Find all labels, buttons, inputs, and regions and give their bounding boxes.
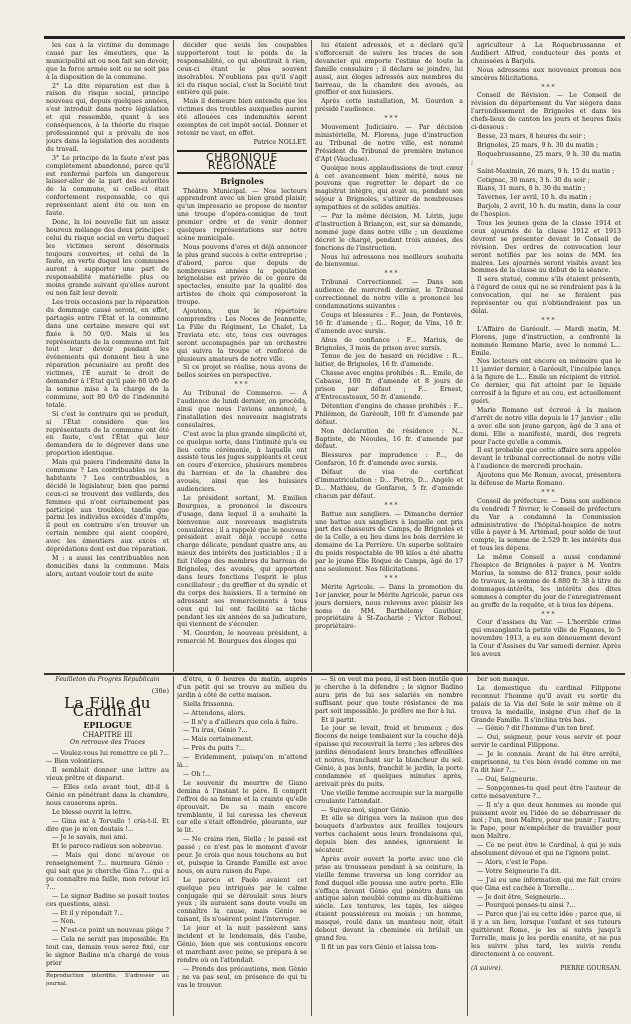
feuilleton-paragraph: Une vieille femme accroupie sur la margelle croulante l'attendait. [315, 789, 463, 805]
feuilleton-paragraph: — Alors, c'est le Pape. [477, 858, 548, 866]
chapter-heading: CHAPITRE III [82, 730, 133, 739]
feuilleton-paragraph: Le paroco et Paolo avaient cet quelque peu intrigués par le calme conjugale qui se déroulait sous leurs yeux ; ils auraient sans doute voulu en connaître la cause, mais Génio se taisant, ils n'osèrent point l'interroger. [177, 876, 307, 924]
feuilleton-paragraph: — Il n'y a d'ailleurs que cela à faire. [183, 718, 298, 726]
paragraph: Mais qui paiera l'indemnité dans la commune ? Les contribuables ou les habitants ? Les contribuables, a décidé le législateur, bien que parmi ceux-ci se trouvent des veillards, des femmes qui n'ont certainement pas participé aux troubles, tandis que parmi les individus excédés d'impôts, il peut en contraire s'en trouver un certain nombre qui aient coopéré, avec les émeutiers aux excès et déprédations dont est due réparation. [46, 459, 169, 554]
paragraph: Nos lecteurs ont encore en mémoire que le 11 janvier dernier, à Garéoult, l'inculpée lança à la figure de L... Emile un récipient de vitriol. Ce dernier, qui fut atteint par le liquide corrosif à la figure et au cou, est actuellement guéri. [471, 358, 621, 405]
section-separator: *** [384, 574, 400, 582]
section-separator: *** [384, 270, 400, 278]
section-separator: *** [541, 488, 557, 496]
section-separator: *** [384, 501, 400, 509]
paragraph: C'est avec la plus grande simplicité et, ce quelque sorte, dans l'intimité qu'a eu lieu cette cérémonie, à laquelle ont assisté tous les juges suppléants et ceux en cours d'exercice, plusieurs membres du barreau et de la chambre des avoués, ainsi que les huissiers audienciers. [177, 430, 307, 494]
feuilleton-paragraph: — Près du puits ?... [183, 745, 245, 753]
feuilleton-separator [44, 673, 625, 675]
paragraph: Non déclaration de résidence : N... Baptiste, de Néoules, 16 fr. d'amende par défaut. [315, 427, 463, 451]
feuilleton-signature [471, 965, 621, 973]
paragraph: agriculteur à La Roquebrussanne et Audibert Alfred, conducteur des ponts et chaussées à Barjols. [471, 42, 621, 65]
feuilleton-paragraph: — Je doit être, Seigneurie... [477, 893, 566, 901]
feuilleton-paragraph: — Je le savais, moi ami. [52, 834, 128, 842]
feuilleton-paragraph: d'être, à 6 heures du matin, auprès d'un petit qui se trouve au milieu du jardin à côté de cette maison. [177, 676, 307, 699]
paragraph: Nous adressons aux nouveaux promus nos sincères félicitations. [471, 66, 621, 82]
feuilleton-paragraph: Il fit un pas vers Génio et laissa tom- [321, 943, 439, 951]
reproduction-notice: Reproduction interdite. S'adresser au journal. [46, 972, 169, 987]
feuilleton-paragraph: — Tu iras, Génio ?... [183, 727, 248, 735]
paragraph: Les trois occasions par la réparation du dommage causé seront, en effet, partagés entre l'État et la commune dans une certaine mesure qui est fixée à 50 0/0. Mais si les représentants de la commune ont fait tout leur devoir pendant les événements qui donnent lieu à une réparation pécuniaire au profit des victimes, l'É aurait le droit de demander à l'État qu'il paie 60 0/0 de la somme mise à la charge de la commune, soit 80 0/0 de l'indemnité totale. [46, 299, 169, 409]
feuilleton-paragraph: Il semblait donner une lettre au vieux prêtre et disparut. [46, 767, 169, 783]
paragraph: Détention d'engins de chasse prohibés : F... Philémon, de Garéoult, 100 fr. d'amende par défaut. [315, 402, 463, 426]
paragraph: Le président sortant, M. Emilien Bourgues, a prononcé le discours d'usage, dans lequel il a souhaité la bienvenue aux nouveaux magistrats consulaires ; il a rappelé que le nouveau président avait déjà occupé cette charge délicate, pendant quatre ans, au mieux des intérêts des justiciables ; il a fait l'éloge des membres du barreau de Brignoles, des avoués, qui apportent dans leurs fonctions l'esprit le plus conciliateur ; du greffier et du syndic et du corps des huissiers. Il a terminé en adressant ses remerciements à tous ceux qui lui ont facilité sa tâche pendant les six années de sa judicature, qui viennent de s'écouler. [177, 494, 307, 629]
author-name: PIERRE GOURSAN. [560, 964, 621, 972]
feuilleton-paragraph: — Gina est à Torvallo ! cria-t-il. Et dire que je m'en doutais !... [46, 817, 169, 833]
paragraph: Tribunal Correctionnel. — Dans son audience de mercredi dernier, le Tribunal correctionnel de notre ville a prononcé les condamnations suivantes : [315, 279, 463, 310]
feuilleton-paragraph: — Ne crains rien, Siella ; le passé est passé ; ce n'est pas le moment d'avoir peur. Je crois que nous touchons au but et, puisque la Grande Famille est avec nous, on aura raison du Pape. [177, 836, 307, 875]
feuilleton-paragraph: — Mais qui donc m'avoue ce renseignement ?... murmura Génio : qui sait que je cherche Gina ?... qui a pu connaître ma faille, mon retour ici ?... [46, 852, 169, 891]
section-separator: *** [541, 610, 557, 618]
feuilleton-paragraph: — Oui, seigneur, pour vous servir et pour servir le cardinal Filippone. [471, 734, 621, 750]
paragraph: Mais il demeure bien entendu que les victimes des troubles auxquelles auront été allouées ces indemnités seront exemptes de cet impôt social. Donner et retenir ne vaut, en effet. [177, 98, 307, 137]
paragraph: Si c'est le contraire qui se produit, si l'État considère que les représentants de la commune ont été en faute, c'est l'État qui leur demandera de le dégrever dans une proportion identique. [46, 410, 169, 458]
paragraph: Après cette installation, M. Gourdon a présidé l'audience. [315, 98, 463, 114]
feuilleton-paragraph: — Le signor Badino se posait toutes ces questions, ainsi. [46, 892, 169, 908]
feuilleton-paragraph: — Je le connais. Avant de lui être arrêté, emprisonné, tu t'es bien évadé comme on me l'a dit hier ?... [471, 751, 621, 774]
paragraph: Tenue de jeu de hasard en récidive : R... laitier, de Brignoles, 16 fr. d'amende. [315, 353, 463, 369]
paragraph: Blessures par imprudence : P..., de Gonfaron, 16 fr. d'amende avec sursis. [315, 452, 463, 468]
section-separator: *** [384, 115, 400, 123]
feuilleton-paragraph: Le souvenir du meurtre de Giano demina à l'instant le père. Il comprit l'effroi de sa femme et la crainte qu'elle éprouvait. De sa main encore tremblante, il lui caressa les cheveux car elle s'était effondrée, pleurante, sur le lit. [177, 779, 307, 835]
column-divider [311, 40, 312, 672]
paragraph: Au Tribunal de Commerce. — A l'audience de lundi dernier, on procéda, ainsi que nous l'avions annoncé, à l'installation des nouveaux magistrats consulaires. [177, 390, 307, 429]
feuilleton-paragraph: — Prends des précautions, mon Génio ; ne va pas seul, en présence de qui tu vas le trouver. [177, 965, 307, 989]
paragraph: Besse, 23 mars, 8 heures du soir ; [477, 132, 586, 140]
paragraph: L'Affaire de Garéoult. — Mardi matin, M. Florens, juge d'instruction, a confronté la nommée Romano Marie, avec le nommé L... Emile. [471, 325, 621, 357]
column-divider [467, 40, 468, 672]
paragraph: Nous pouvons d'ores et déjà annoncer le plus grand succès à cette entreprise ; d'abord, parce que depuis de nombreuses années la population brignolaise est privée de ce genre de spectacles, ensuite par la qualité des artistes de choix qui composeront la troupe. [177, 243, 307, 307]
feuilleton-paragraph: Siella frissonna. [183, 700, 235, 708]
paragraph: Le même Conseil a aussi condamné l'hospice de Brignoles à payer à M. Ventre Marius, la somme de 812 francs, pour solde de travaux, la somme de 4.880 fr. 38 à titre de dommages-intérêts, les intérêts des dites sommes à compter du jour de l'enregistrement au greffe de la requête, et à tous les dépens. [471, 554, 621, 609]
feuilleton-paragraph: Et elle se dirigea vers la maison que des bouquets d'arbustes aux feuilles toujours vertes cachaient sous leurs frondaisons qui, depuis bien des années, ignoraient le sécateur. [315, 815, 463, 855]
feuilleton-paragraph: — Oh !... [183, 770, 212, 778]
paragraph: Quoique nous applaudissions de tout cœur à cet avancement bien mérité, nous ne pouvons que regretter le départ de ce magistrat intègre, qui avait su, pendant son séjour à Brignoles, s'attirer de nombreuses sympathies et de solides amitiés. [315, 164, 463, 212]
feuilleton-paragraph: — Sonpçonnes-tu quel peut être l'auteur de cette mésaventure ?... [471, 784, 621, 800]
feuilleton-paragraph: — Mais certainement. [183, 736, 254, 744]
feuilleton-paragraph: — Ce ne peut être le Cardinal, à qui je suis absolument dévoué et qui ne l'ignore point. [471, 842, 621, 858]
paragraph: Théâtre Municipal. — Nos lecteurs apprendront avec un bien grand plaisir, qu'un impresario se propose de monter une troupe d'opéra-comique de tout premier ordre et de venir donner quelques représentations sur notre scène municipale. [177, 187, 307, 242]
article-column-2: décider que seuls les coupables supporteront tout le poids de la responsabilité, ce qui aboutirait à rien, ceux-ci étant le plus souvent insolvables. N'oublions pas qu'il s'agit ici du risque social, c'est la Société tout entière qui paie. Mais il demeure bien entendu que les victimes des troubles auxquelles auront été allouées ces indemnités seront exemptes de cet impôt social. Donner et retenir ne vaut, en effet. Patrice NOLLET. CHRONIQUE RÉGIONALE Brignoles Théâtre Municipal. — Nos lecteurs apprendront avec un bien grand plaisir, qu'un impresario se propose de monter une troupe d'opéra-comique de tout premier ordre et de venir donner quelques représentations sur notre scène municipale. Nous pouvons d'ores et déjà annoncer le plus grand succès à cette entreprise ; d'abord, parce que depuis de nombreuses années la population brignolaise est privée de ce genre de spectacles, ensuite par la qualité des artistes de choix qui composeront la troupe. Ajoutons, que le répertoire comprendra : Les Noces de Jeannette, La Fille du Régiment, Le Chalet, La Traviata etc. etc, tous ces ouvrages seront accompagnés par un orchestre qui suivra la troupe et renforcé de plusieurs amateurs de notre ville. Si ce projet se réalise, nous avons de belles soirées en perspective. *** Au Tribunal de Commerce. — A l'audience de lundi dernier, on procéda, ainsi que nous l'avions annoncé, à l'installation des nouveaux magistrats consulaires. C'est avec la plus grande simplicité et, ce quelque sorte, dans l'intimité qu'a eu lieu cette cérémonie, à laquelle ont assisté tous les juges suppléants et ceux en cours d'exercice, plusieurs membres du barreau et de la chambre des avoués, ainsi que les huissiers audienciers. Le président sortant, M. Emilien Bourgues, a prononcé le discours d'usage, dans lequel il a souhaité la bienvenue aux nouveaux magistrats consulaires ; il a rappelé que le nouveau président avait déjà occupé cette charge délicate, pendant quatre ans, au mieux des intérêts des justiciables ; il a fait l'éloge des membres du barreau de Brignoles, des avoués, qui apportent dans leurs fonctions l'esprit le plus conciliateur ; du greffier et du syndic et du corps des huissiers. Il a terminé en adressant ses remerciements à tous ceux qui lui ont facilité sa tâche pendant les six années de sa judicature, qui viennent de s'écouler. M. Gourdon, le nouveau président, a remercié M. Bourgues des éloges qui [177, 42, 307, 646]
paragraph: décider que seuls les coupables supporteront tout le poids de la responsabilité, ce qui aboutirait à rien, ceux-ci étant le plus souvent insolvables. N'oublions pas qu'il s'agit ici du risque social, c'est la Société tout entière qui paie. [177, 42, 307, 97]
feuilleton-paragraph: — Il n'y a que deux hommes au monde qui puissent avoir eu l'idée de se débarrasser de moi ; l'un, mon Maître, pour me punir ; l'autre, le Pape, pour m'empêcher de travailler pour mon Maître. [471, 801, 621, 841]
column-divider [467, 676, 468, 1016]
paragraph: 2° La dite réparation est due à raison du risque social, principe nouveau qui, depuis quelques années, s'est introduit dans notre législation et qui ressemble, quant à ses conséquences, à la théorie du risque professionnel qui a prévalu de nos jours dans la législation des accidents du travail. [46, 82, 169, 153]
paragraph: Abus de confiance : F... Marius, de Brignoles, 3 mois de prison avec sursis. [315, 336, 463, 352]
paragraph: Brignoles, 25 mars, 9 h. 30 du matin ; [477, 141, 599, 149]
paragraph: Donc, la loi nouvelle fait un assez heureux mélange des deux principes : celui du risque social en vertu duquel les victimes seront désormais toujours couvertes, et celui de la faute, en vertu duquel les communes auront à supporter une part de responsabilité matérielle plus ou moins grande suivant qu'elles auront ou non fait leur devoir. [46, 218, 169, 298]
article-column-3 [315, 42, 463, 670]
paragraph: Chasse avec engins prohibés : R... Emile, de Cabasse, 100 fr. d'amende et 8 jours de prison par défaut ; F... Ernest, d'Entrecasteaux, 50 fr. d'amende. [315, 370, 463, 401]
paragraph: Il est probable que cette affaire sera appelée devant le tribunal correctionnel de notre ville à l'audience de mercredi prochain. [471, 447, 621, 471]
feuilleton-column-3 [315, 676, 463, 1020]
feuilleton-paragraph: Et le paroco radieux son sobrevue. [52, 843, 164, 851]
feuilleton-paragraph: Et il partit. [321, 716, 357, 724]
feuilleton-paragraph: — Cela ne serait pas impossible. En tout cas, demain vous serez fixé, car le signor Badino m'a chargé de vous prier [46, 936, 169, 967]
feuilleton-paragraph: — Si on veut ma peau, il est bien inutile que je cherche à la défendre ; le signor Badino aura pris de lui ses salariés en nombre suffisant pour que toute résistance de ma part soit impossible. Je préfère me fier à lui. [315, 676, 463, 715]
feuilleton-paragraph: ber son masque. [477, 676, 530, 683]
paragraph: les cas à la victime du dommage causé par les émeutiers, que la municipalité ait ou non fait son devoir, que la force armée soit ou ne soit pas à la disposition de la commune. [46, 42, 169, 81]
paragraph: Ajoutons, que le répertoire comprendra : Les Noces de Jeannette, La Fille du Régiment, Le Chalet, La Traviata etc. etc, tous ces ouvrages seront accompagnés par un orchestre qui suivra la troupe et renforcé de plusieurs amateurs de notre ville. [177, 308, 307, 363]
feuilleton-paragraph: — Parce que j'ai eu cette idée ; parce que, si il y a un lieu, lorsque l'enfant et ses tuteurs quittèrent Rome, je les ai suivis jusqu'à Torrelle, mais je les perdis ensuite, et ne pus les suivre plus tard, les suivis rendu directement à ce couvent. [471, 911, 621, 958]
feuilleton-paragraph: — Suivez-moi, signor Génio. [321, 806, 411, 814]
paragraph: Tavernes, 1er avril, 10 h. du matin ; [477, 194, 592, 202]
paragraph: Tous les jeunes gens de la classe 1914 et ceux ajournés de la classe 1912 et 1913 devront se présenter devant le Conseil de révision. Des ordres de convocation leur seront notifiés par les soins de MM. les maires. Les ajournés seront visités avant les hommes de la classe au début de la séance. [471, 220, 621, 275]
feuilleton-column-1 [46, 676, 169, 1020]
section-separator: *** [541, 83, 557, 91]
feuilleton-paragraph: Le jour se levait, froid et brumeux ; des flocons de neige tombaient sur la couche déjà épaisse qui recouvrait la terre ; les arbres des jardins dénudaient leurs branches effeuillées et noires, tranchant sur la blancheur du sol. Génio, à pas lents, franchit le jardin, la porte condamnée et quelques minutes après, arrivait près du puits. [315, 725, 463, 788]
column-divider [311, 676, 312, 1016]
feuilleton-header: Feuilleton du Progrès Républicain [55, 676, 160, 683]
top-rule [44, 36, 625, 39]
paragraph: M : a aussi les contribuables non domiciliés dans la commune. Mais alors, autant vouloir tout de suite [46, 555, 169, 578]
paragraph: Cotignac, 30 mars, 3 h. 30 du soir ; [477, 176, 590, 184]
feuilleton-paragraph: Après avoir ouvert la porte avec une clé prise au trousseau pendant à sa ceinture, la vieille femme traversa un long corridor au fond duquel elle poussa une autre porte. Elle s'effaça devant Génio qui pénétra dans un antique salon meublé comme au dix-huitième siècle. Les tentures, les tapis, les sièges étaient poussiéreux ou moisis ; un homme, masqué, roulé dans un manteau noir, était debout devant la cheminée où brûlait un grand feu. [315, 855, 463, 942]
paragraph: Si ce projet se réalise, nous avons de belles soirées en perspective. [177, 364, 307, 380]
paragraph: Mouvement Judiciaire. — Par décision ministérielle, M. Florens, juge d'instruction au Tribunal de notre ville, est nommé Président du Tribunal de première instance d'Apt (Vaucluse). [315, 124, 463, 163]
feuilleton-column-2 [177, 676, 307, 1020]
feuilleton-paragraph: — Elles cela avant tout, dit-il à Génio en pénétrant dans la chambre, nous causerons après. [46, 783, 169, 807]
chapter-subtitle: On retrouve des Traces [69, 739, 146, 747]
paragraph: Nous lui adressons nos meilleurs souhaits de bienvenue. [315, 253, 463, 269]
paragraph: Coups et blessures : F... Jean, de Pontevès, 16 fr. d'amende ; G... Roger, de Vins, 16 fr. d'amende avec sursis. [315, 311, 463, 335]
feuilleton-paragraph: — Génio ? dit l'homme d'un ton bref. [477, 725, 595, 733]
column-divider [173, 676, 174, 1016]
paragraph: Rians, 31 mars, 8 h. 30 du matin ; [477, 185, 586, 193]
feuilleton-paragraph: Le blessé ouvrit la lettre. [52, 808, 133, 816]
paragraph: Roquebrussanne, 25 mars, 9 h. 30 du matin ; [471, 150, 621, 166]
feuilleton-paragraph: — N'est-ce point un nouveau piège ? [52, 927, 169, 935]
paragraph: Marie Romano est écroué à la maison d'arrêt de notre ville depuis le 17 janvier ; elle a avec elle son jeune garçon, âgé de 3 ans et demi. Elle a manifesté, mardi, des regrets pour l'acte qu'elle a commis. [471, 406, 621, 446]
paragraph: M. Gourdon, le nouveau président, a remercié M. Bourgues des éloges qui [177, 630, 307, 646]
paragraph: Il sera statué, comme s'ils étaient présents, à l'égard de ceux qui ne se rendraient pas à la convocation, qui ne se feraient pas représenter ou qui n'obtiendraient pas un délai. [471, 276, 621, 315]
paragraph: lui étaient adressés, et a déclaré qu'il s'efforcerait de suivre les traces de son devancier qui emporte l'estime de toute la famille consulaire ; il déclare se joindre, lui aussi, aux éloges adressés aux membres du barreau, de la chambre des avoués, au greffier et aux huissiers. [315, 42, 463, 97]
paragraph: Saint-Maximin, 26 mars, 9 h. 15 du matin ; [477, 167, 615, 175]
feuilleton-paragraph: — Votre Seigneurie l'a dit. [477, 867, 562, 875]
epilogue-heading: EPILOGUE [83, 719, 132, 730]
section-brignoles: Brignoles [220, 175, 264, 186]
author-signature: Patrice NOLLET. [253, 138, 307, 146]
feuilleton-paragraph: — Et il y répondait ?... [52, 909, 124, 917]
paragraph: Conseil de préfecture. — Dans son audience du vendredi 7 février, le Conseil de préfecture du Var a condamné la Commission administrative de l'hôpital-hospice de notre ville à payer à M. Artémad, pour solde de tout compte, la somme de 2.529 fr. les intérêts dus et tous les dépens. [471, 497, 621, 553]
feuilleton-paragraph: — Attendons, alors. [183, 709, 246, 717]
feuilleton-paragraph: Le jour et la nuit passèrent sans incident et le lendemain, dès l'aube, Génio, bien que ses contusions encore et marchant avec peine, se prépara à se rendre où on l'attendait. [177, 925, 307, 964]
feuilleton-paragraph: — Pourquoi penses-tu ainsi ?... [477, 902, 576, 910]
feuilleton-paragraph: — J'ai eu une information qui me fait croire que Gina est cachée à Torrelle... [471, 876, 621, 892]
paragraph: Ajoutons que Me Roman, avocat, présentera la défense de Marie Romano. [471, 472, 621, 488]
paragraph: Défaut de visa de certificat d'immatriculation : D... Pietro, D... Angelo et D... Mathieu, de Gonfaron, 5 fr. d'amende chacun par défaut. [315, 469, 463, 500]
feuilleton-column-4 [471, 676, 621, 1020]
paragraph: 3° Le principe de la faute n'est pas complètement abandonné, parce qu'il est renfermé parfois un dangereux laisser-aller de la part des autorités de la commune, si celle-ci était confortement responsable, ce qui représentant aient été ou non en faute. [46, 154, 169, 218]
paragraph: Conseil de Révision. — Le Conseil de révision du département du Var siégera dans l'arrondissement de Brignoles et dans les chefs-lieux de canton les jours et heures fixés ci-dessous : [471, 92, 621, 132]
feuilleton-paragraph: — Non. [52, 918, 76, 926]
feuilleton-paragraph: — Voulez-vous lui remettre ce pli ?... — Bien volontiers. [46, 750, 169, 766]
feuilleton-number: (30e) [151, 686, 169, 695]
paragraph: — Par la même décision, M. Lérin, juge d'instruction à Briançon, est, sur sa demande, nommé juge dans notre ville ; un deuxième décret le chargé, pendant trois années, des fonctions de l'instruction. [315, 213, 463, 252]
article-column-4 [471, 42, 621, 670]
paragraph: Mérite Agricole. — Dans la promotion du 1er janvier, pour le Mérite Agricole, parue ces jours derniers, nous relevons avec plaisir les noms de MM. Barthélemy Gauthier, propriétaire à St-Zacharie ; Victor Reboul, propriétaire- [315, 583, 463, 631]
to-be-continued: (A suivre). [471, 964, 503, 972]
section-separator: *** [541, 316, 557, 324]
paragraph: Cour d'assises du Var. — L'horrible crime qui ensanglanta la petite ville de Figanes, le 5 novembre 1913, a eu son dénouement devant la Cour d'Assises du Var samedi dernier. Après les aveux [471, 619, 621, 659]
column-divider [173, 40, 174, 672]
paragraph: Barjols, 2 avril, 10 h. du matin, dans la cour de l'hospice. [471, 203, 621, 219]
chronique-heading: CHRONIQUE RÉGIONALE [177, 150, 307, 174]
feuilleton-paragraph: — Evidemment, puisqu'on m'attend là... [177, 754, 307, 770]
feuilleton-title: La Fille du Cardinal [64, 693, 151, 720]
article-column-1 [46, 42, 169, 670]
paragraph: Battue aux sangliers. — Dimanche dernier une battue aux sangliers à laquelle ont pris part des chasseurs de Camps, de Brignoles et de la Celle, a eu lieu dans les bois derrière le domaine de La Perrière. Un superbe solitaire du poids respectable de 90 kilos a été abattu par le jeune Élie Roque de Camps, âgé de 17 ans seulement. Nos félicitations. [315, 510, 463, 573]
feuilleton-paragraph: — Oui, Seigneurie. [477, 775, 538, 783]
feuilleton-paragraph: Le domestique du cardinal Filippone reconnut l'homme qu'il avait vu sortir du palais de la Via del Sole le soir même où il trouva la médaille, insigne d'un chef de la Grande Famille. Il s'inclina très bas. [471, 684, 621, 724]
